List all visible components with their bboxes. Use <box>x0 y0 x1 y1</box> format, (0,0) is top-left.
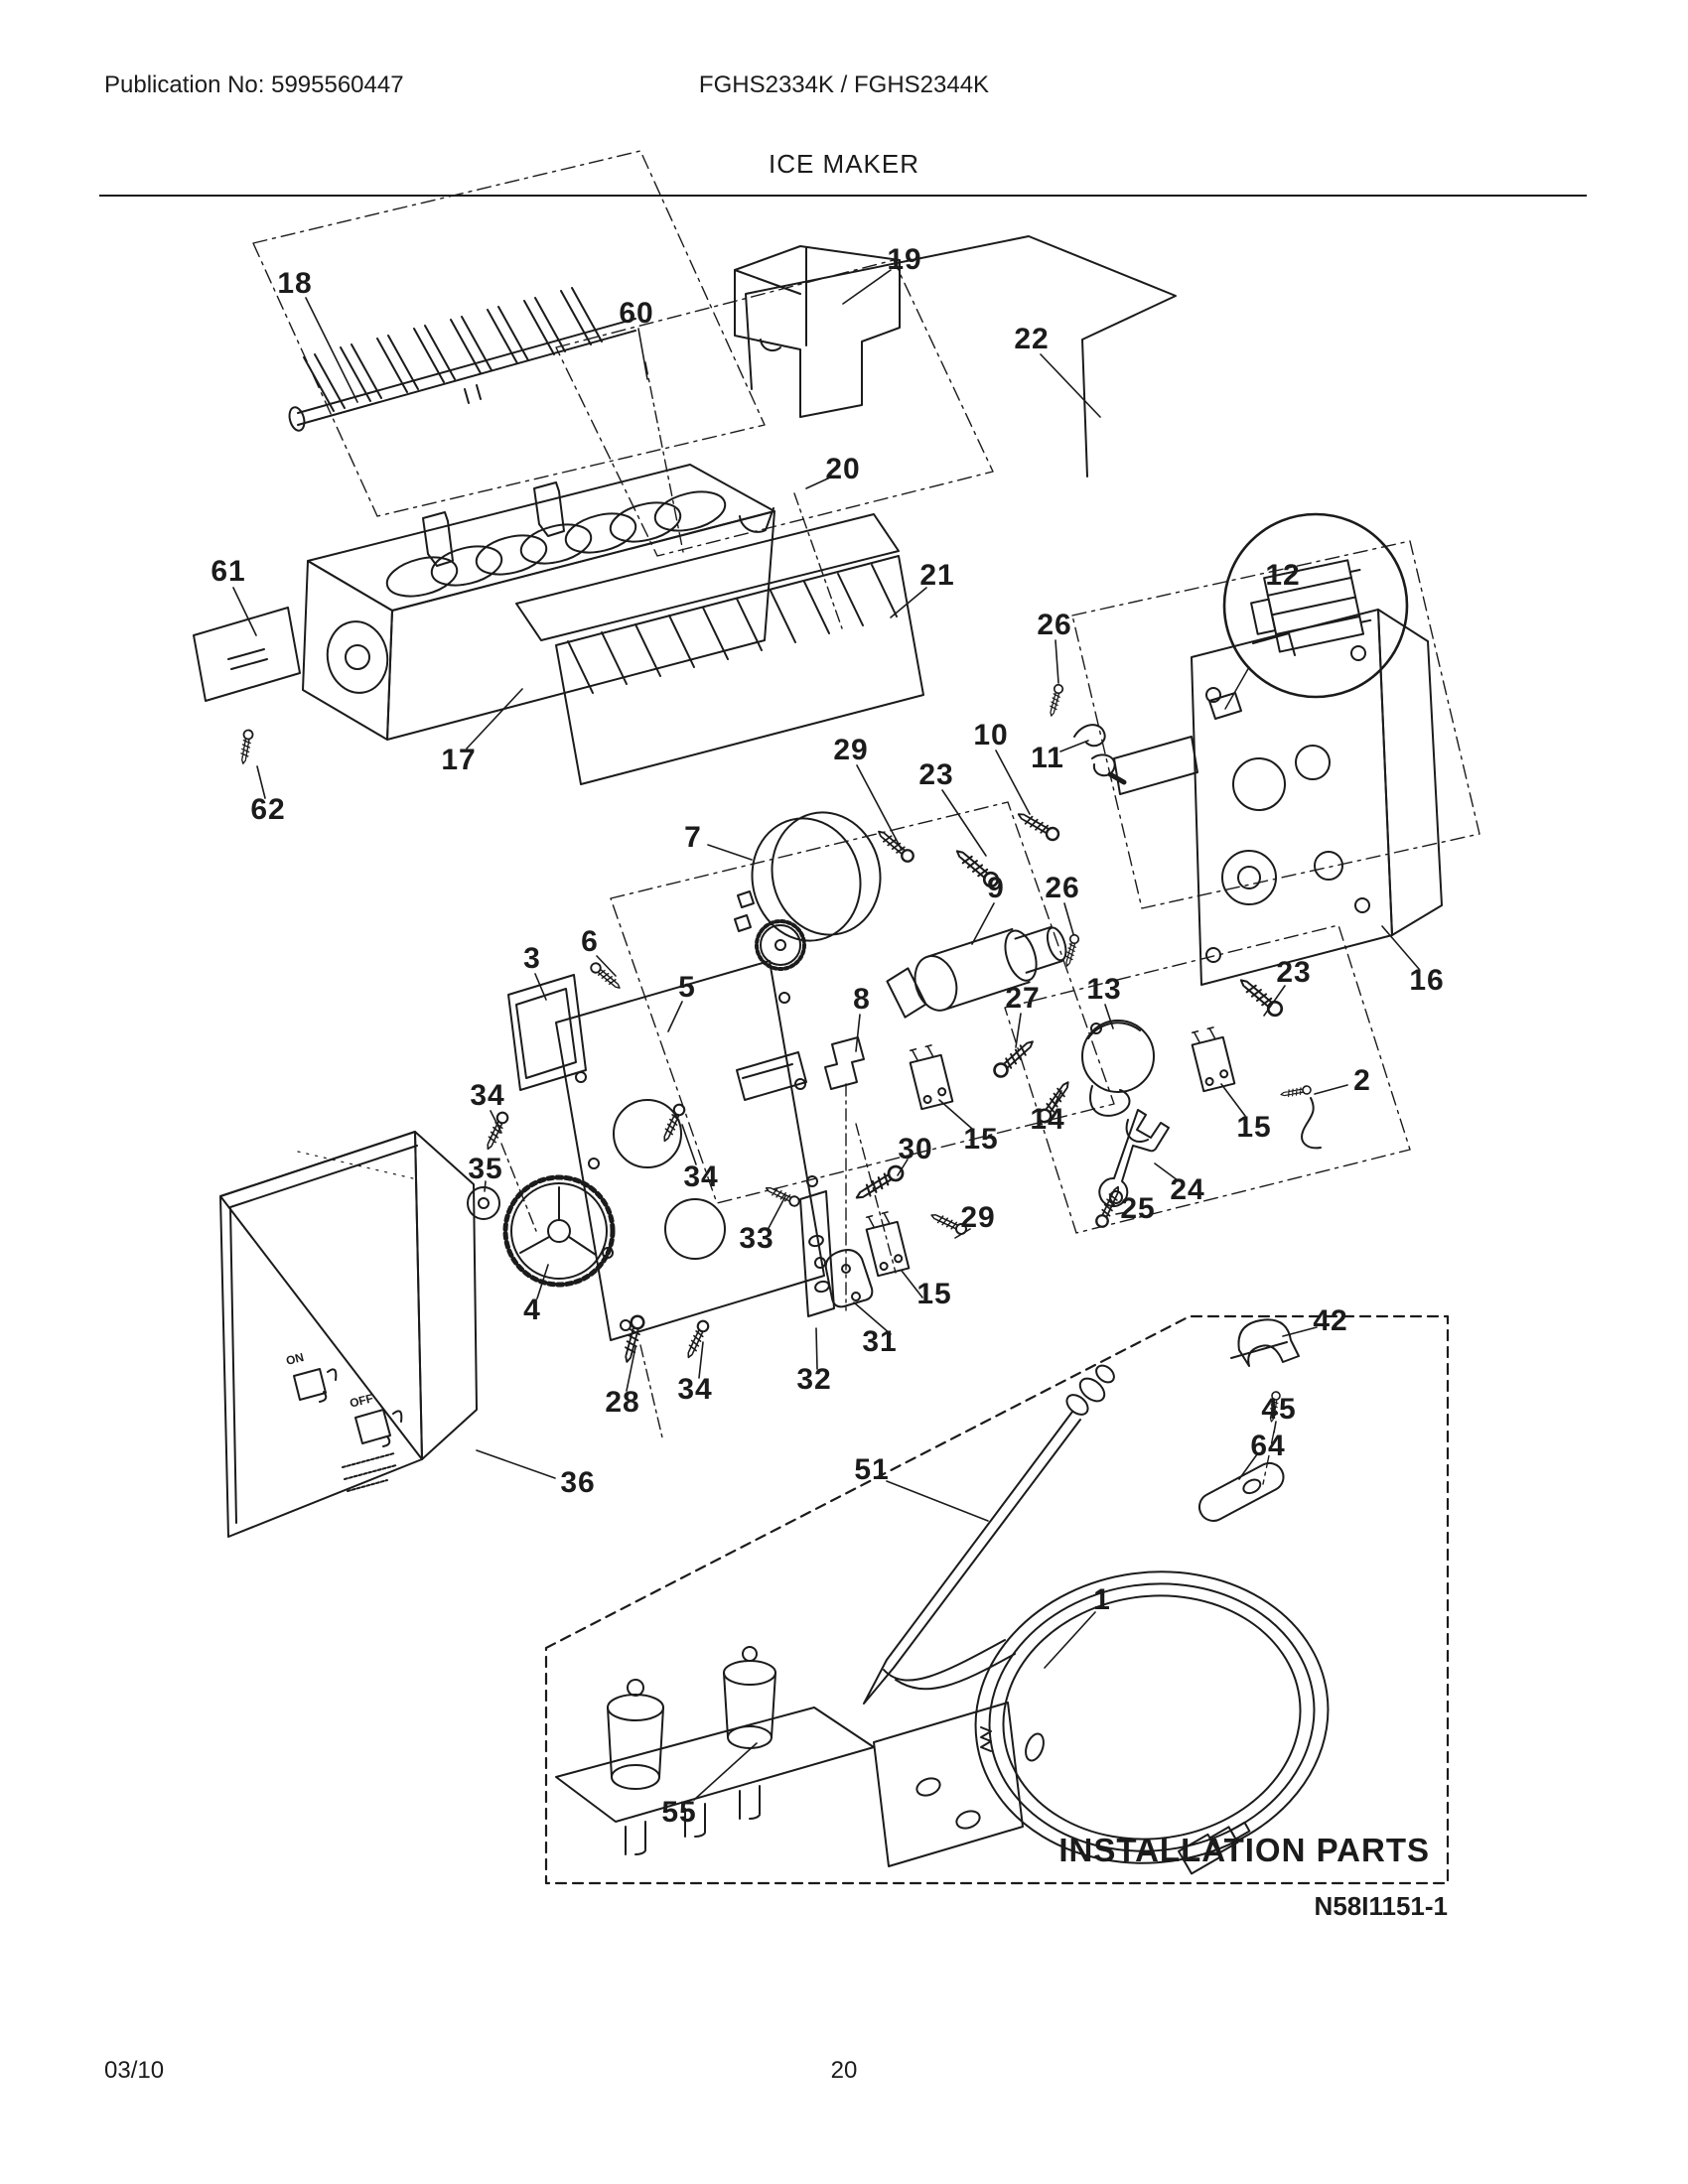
part-callout-8: 8 <box>853 983 871 1016</box>
part-callout-5: 5 <box>678 971 696 1004</box>
part-callout-23: 23 <box>918 758 954 791</box>
part-callout-12: 12 <box>1265 559 1301 592</box>
part-callout-15: 15 <box>916 1278 952 1310</box>
publication-number: Publication No: 5995560447 <box>104 71 404 98</box>
part-callout-26: 26 <box>1037 609 1072 641</box>
part-callout-7: 7 <box>684 821 702 854</box>
part-callout-24: 24 <box>1170 1173 1205 1206</box>
part-callout-30: 30 <box>898 1133 933 1165</box>
part-callout-18: 18 <box>277 267 313 300</box>
part-callout-6: 6 <box>581 925 599 958</box>
part-callout-14: 14 <box>1030 1103 1065 1136</box>
part-callout-10: 10 <box>973 719 1009 751</box>
part-callout-34: 34 <box>683 1160 719 1193</box>
page-title: ICE MAKER <box>768 149 920 179</box>
part-callout-2: 2 <box>1353 1064 1371 1097</box>
part-callout-36: 36 <box>560 1466 596 1499</box>
part-callout-28: 28 <box>605 1386 640 1419</box>
part-callout-9: 9 <box>987 872 1005 904</box>
part-callout-62: 62 <box>250 793 286 826</box>
cover-off-label: OFF <box>348 1391 375 1411</box>
part-callout-55: 55 <box>661 1796 697 1829</box>
part-callout-61: 61 <box>211 555 246 588</box>
part-callout-23: 23 <box>1276 956 1312 989</box>
model-numbers: FGHS2334K / FGHS2344K <box>698 71 990 98</box>
part-callout-26: 26 <box>1045 872 1080 904</box>
footer-page-number: 20 <box>830 2057 858 2084</box>
part-callout-35: 35 <box>468 1153 503 1185</box>
diagram-number: N58I1151-1 <box>1314 1891 1448 1921</box>
part-callout-34: 34 <box>677 1373 713 1406</box>
part-callout-19: 19 <box>887 243 922 276</box>
part-callout-11: 11 <box>1031 742 1064 774</box>
part-callout-4: 4 <box>523 1294 541 1326</box>
part-callout-22: 22 <box>1014 323 1050 355</box>
part-callout-29: 29 <box>833 734 869 766</box>
installation-parts-label: INSTALLATION PARTS <box>1058 1832 1430 1868</box>
part-callout-45: 45 <box>1261 1393 1297 1426</box>
part-callout-42: 42 <box>1313 1304 1348 1337</box>
part-callout-27: 27 <box>1005 982 1041 1015</box>
part-callout-33: 33 <box>739 1222 774 1255</box>
part-callout-15: 15 <box>963 1123 999 1156</box>
part-callout-31: 31 <box>862 1325 898 1358</box>
cover-on-label: ON <box>284 1350 306 1368</box>
part-callout-60: 60 <box>619 297 654 330</box>
part-callout-13: 13 <box>1086 973 1122 1006</box>
part-callout-16: 16 <box>1409 964 1445 997</box>
part-callout-20: 20 <box>825 453 861 485</box>
footer-date: 03/10 <box>104 2057 165 2084</box>
part-callout-51: 51 <box>854 1453 890 1486</box>
part-callout-29: 29 <box>960 1201 996 1234</box>
part-callout-3: 3 <box>523 942 541 975</box>
part-callout-1: 1 <box>1093 1583 1111 1616</box>
part-callout-15: 15 <box>1236 1111 1272 1144</box>
part-callout-25: 25 <box>1120 1192 1156 1225</box>
part-callout-32: 32 <box>796 1363 832 1396</box>
part-callout-21: 21 <box>919 559 955 592</box>
part-callout-17: 17 <box>441 744 477 776</box>
part-callout-64: 64 <box>1250 1430 1286 1462</box>
part-callout-34: 34 <box>470 1079 505 1112</box>
